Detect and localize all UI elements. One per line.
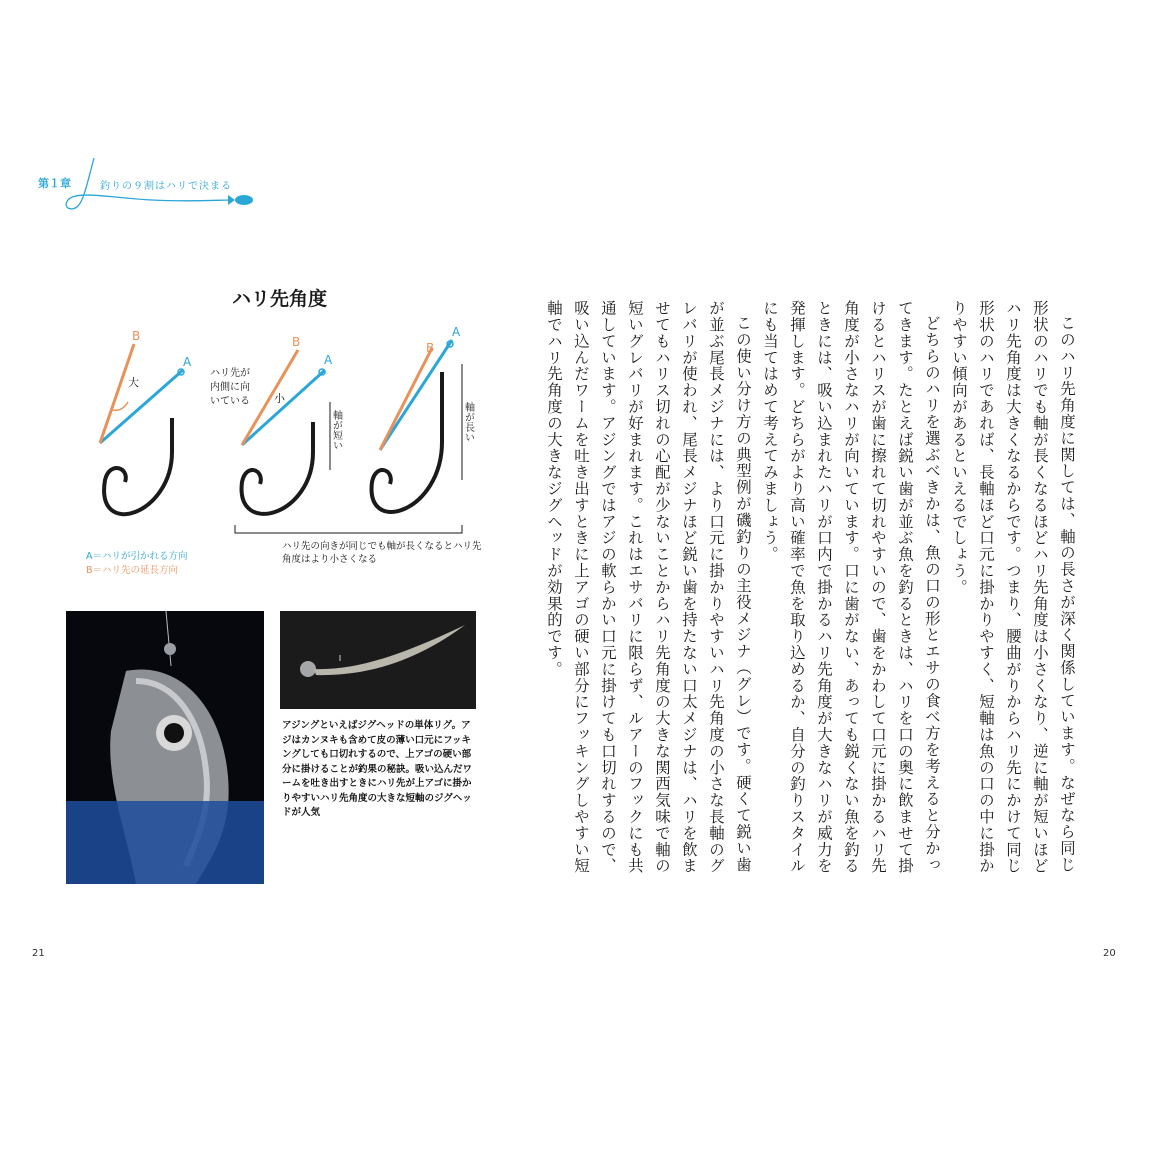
chapter-label: 第１章 xyxy=(38,177,71,190)
chapter-title: 釣りの９割はハリで決まる xyxy=(100,181,232,192)
label-b-2: B xyxy=(292,335,301,349)
legend-b: B＝ハリ先の延長方向 xyxy=(86,565,179,576)
note-point-1: ハリ先が xyxy=(210,368,250,379)
page-number-left: 21 xyxy=(32,948,45,959)
photo-jighead-lure xyxy=(280,611,476,709)
group-bracket xyxy=(235,525,462,533)
hook-small-angle xyxy=(242,350,330,514)
fish-icon xyxy=(228,195,253,205)
hook-long-shaft xyxy=(372,340,462,512)
legend xyxy=(86,550,188,578)
body-text xyxy=(545,300,1080,880)
label-a-1: A xyxy=(183,355,192,369)
photo-horse-mackerel xyxy=(66,611,264,884)
legend-a: A＝ハリが引かれる方向 xyxy=(86,551,188,562)
label-b-1: B xyxy=(132,329,141,343)
label-b-3: B xyxy=(426,341,435,355)
hook-large-angle xyxy=(100,344,184,514)
common-note: ハリ先の向きが同じでも軸が長くなるとハリ先角度はより小さくなる xyxy=(282,541,482,565)
hook-angle-diagram xyxy=(70,320,490,550)
note-point-2: 内側に向 xyxy=(210,382,250,393)
body-paragraph: このハリ先角度に関しては、軸の長さが深く関係しています。なぜなら同じ形状のハリでも軸が長くなるほどハリ先角度は小さくなり、逆に軸が短いほどハリ先角度は大きくなるからです。つまり、腰曲がりからハリ先にかけて同じ形状のハリであれば、長軸ほど口元に掛かりやすく、短軸は魚の口の中に掛かりやすい傾向があるといえるでしょう。 xyxy=(950,300,1076,874)
label-a-2: A xyxy=(324,353,333,367)
photo-caption: アジングといえばジグヘッドの単体リグ。アジはカンヌキも含めて皮の薄い口元にフッキングしても口切れするので、上アゴの硬い部分に掛けることが釣果の秘訣。吸い込んだワームを吐き出すときにハリ先が上アゴに掛かりやすいハリ先角度の大きな短軸のジグヘッドが人気 xyxy=(282,720,473,818)
label-a-3: A xyxy=(452,325,461,339)
body-paragraph: この使い分け方の典型例が磯釣りの主役メジナ（グレ）です。硬くて鋭い歯が並ぶ尾長メジナには、より口元に掛かりやすいハリ先角度の小さな長軸のグレバリが使われ、尾長メジナほど鋭い歯を持たない口太メジナは、ハリを飲ませてもハリス切れの心配が少ないことからハリ先角度の大きな関西気味で軸の短いグレバリが好まれます。これはエサバリに限らず、ルアーのフックにも共通しています。アジングではアジの軟らかい口元に掛けても口切れするので、吸い込んだワームを吐き出すときに上アゴの硬い部分にフッキングしやすい短軸でハリ先角度の大きなジグヘッドが効果的です。 xyxy=(545,300,752,874)
label-large: 大 xyxy=(128,376,139,389)
diagram-title: ハリ先角度 xyxy=(232,288,328,310)
note-short-shaft: 軸が短い xyxy=(330,410,342,450)
label-small: 小 xyxy=(274,392,285,405)
body-paragraph: どちらのハリを選ぶべきかは、魚の口の形とエサの食べ方を考えると分かってきます。たとえば鋭い歯が並ぶ魚を釣るときは、ハリを口の奥に飲ませて掛けるとハリスが歯に擦れて切れやすいので、歯をかわして口元に掛かるハリ先角度が小さなハリが向いています。口に歯がない、あっても鋭くない魚を釣るときには、吸い込まれたハリが口内で掛かるハリ先角度が大きなハリが威力を発揮します。どちらがより高い確率で魚を取り込めるか、自分の釣りスタイルにも当てはめて考えてみましょう。 xyxy=(761,300,941,874)
note-point-3: いている xyxy=(210,396,250,407)
page-number-right: 20 xyxy=(1103,948,1116,959)
note-long-shaft: 軸が長い xyxy=(462,402,474,442)
